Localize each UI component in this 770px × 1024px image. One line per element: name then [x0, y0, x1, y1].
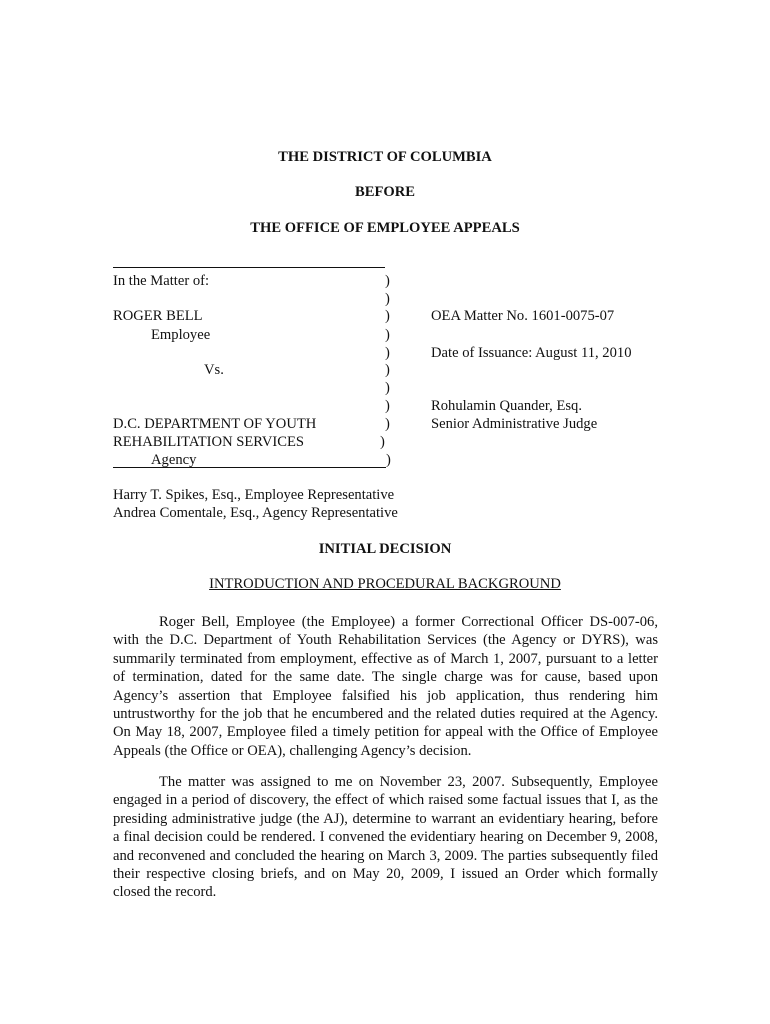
caption-paren: ) — [385, 398, 390, 414]
versus-label: Vs. — [204, 362, 224, 378]
body-paragraph-2: The matter was assigned to me on November 23, 2007. Subsequently, Employee engaged in a period of discovery, the effect of which raised some factual issues that I, as the presiding administrative judge (the AJ), determine to warrant an evidentiary hearing, before a final decision could be rendered. I convened the evidentiary hearing on December 9, 2008, and reconvened and concluded the hearing on March 3, 2009. The parties subsequently filed their respective closing briefs, and on May 20, 2009, I issued an Order which formally closed the record. — [113, 774, 658, 901]
caption-paren: ) — [385, 345, 390, 361]
agency-role: Agency — [151, 452, 197, 468]
caption-paren: ) — [385, 291, 390, 307]
date-of-issuance: Date of Issuance: August 11, 2010 — [431, 345, 632, 361]
caption-paren: ) — [385, 273, 390, 289]
oea-matter-number: OEA Matter No. 1601-0075-07 — [431, 308, 615, 324]
caption-paren: ) — [385, 362, 390, 378]
employee-representative: Harry T. Spikes, Esq., Employee Representative — [113, 487, 395, 503]
judge-title: Senior Administrative Judge — [431, 416, 598, 432]
agency-name-line1: D.C. DEPARTMENT OF YOUTH — [113, 416, 317, 432]
agency-representative: Andrea Comentale, Esq., Agency Representative — [113, 505, 398, 521]
caption-paren: ) — [385, 308, 390, 324]
caption-paren: ) — [385, 380, 390, 396]
in-matter-of-label: In the Matter of: — [113, 273, 210, 289]
header-before: BEFORE — [354, 184, 415, 200]
caption-paren: ) — [386, 452, 391, 468]
header-office: THE OFFICE OF EMPLOYEE APPEALS — [250, 220, 520, 236]
section-title: INTRODUCTION AND PROCEDURAL BACKGROUND — [209, 576, 561, 592]
judge-name: Rohulamin Quander, Esq. — [431, 398, 583, 414]
employee-name: ROGER BELL — [113, 308, 203, 324]
employee-role: Employee — [151, 327, 211, 343]
caption-paren: ) — [380, 434, 385, 450]
decision-title: INITIAL DECISION — [318, 541, 452, 557]
agency-name-line2: REHABILITATION SERVICES — [113, 434, 305, 450]
caption-top-rule — [113, 267, 385, 268]
caption-paren: ) — [385, 327, 390, 343]
caption-bottom-rule — [113, 467, 386, 468]
caption-paren: ) — [385, 416, 390, 432]
body-paragraph-1: Roger Bell, Employee (the Employee) a former Correctional Officer DS-007-06, with the D.C. Department of Youth Rehabilitation Services (the Agency or DYRS), was summarily terminated from employment, effective as of March 1, 2007, pursuant to a letter of termination, dated for the same date. The single charge was for cause, based upon Agency’s assertion that Employee falsified his job application, thus rendering him untrustworthy for the job that he encumbered and the related duties required at the Agency. On May 18, 2007, Employee filed a timely petition for appeal with the Office of Employee Appeals (the Office or OEA), challenging Agency’s decision. — [113, 614, 658, 759]
header-district: THE DISTRICT OF COLUMBIA — [278, 149, 492, 165]
